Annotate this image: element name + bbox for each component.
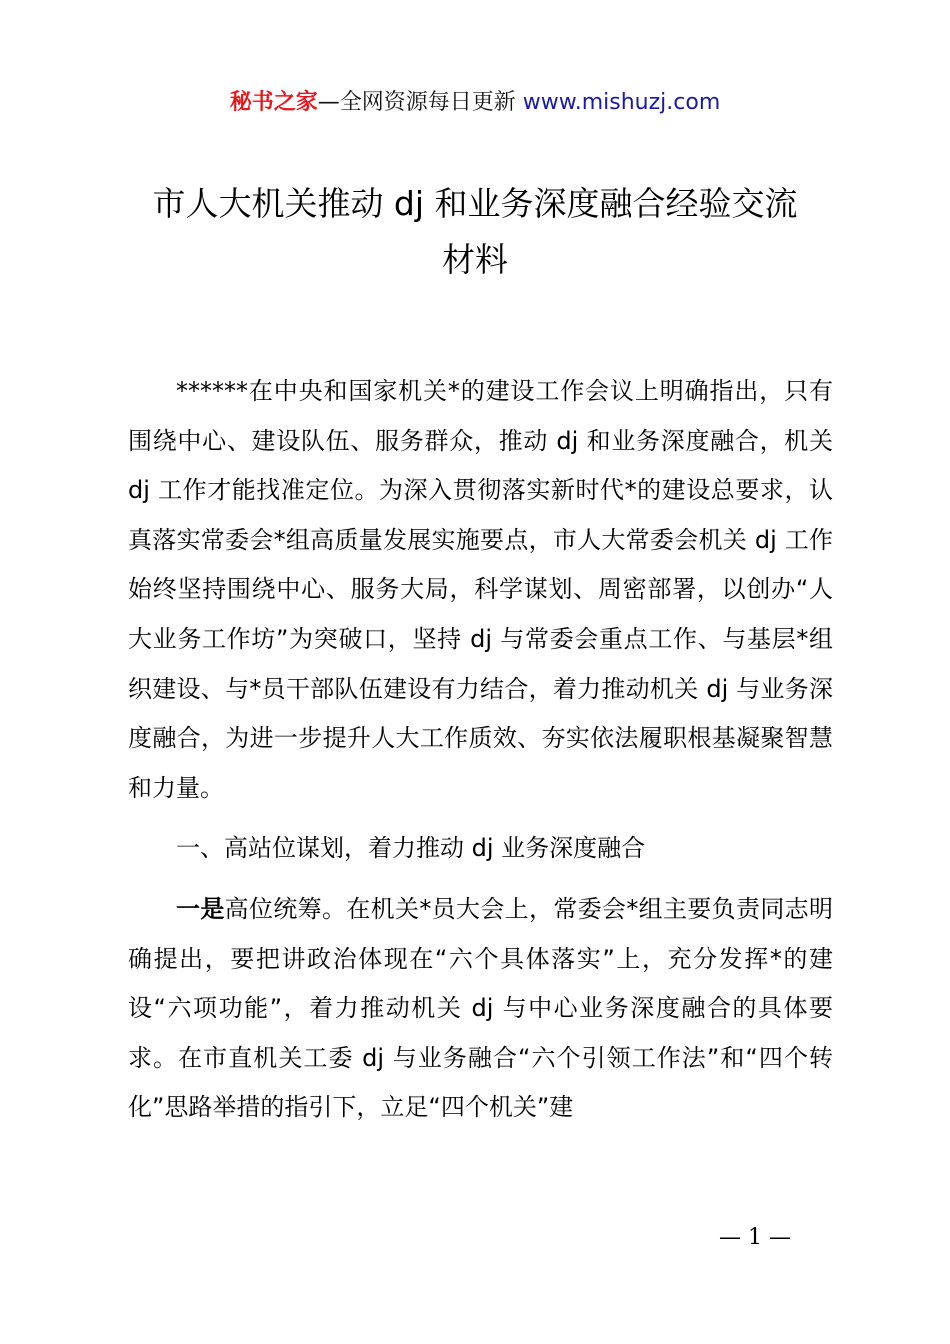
page-number: — 1 — (719, 1225, 791, 1250)
paragraph-text: 高位统筹。在机关*员大会上，常委会*组主要负责同志明确提出，要把讲政治体现在“六个具体落实”上，充分发挥*的建设“六项功能”，着力推动机关 dj 与中心业务深度融合的具体要求。在市直机关工委 dj 与业务融合“六个引领工作法”和“四个转化”思路举措的指引下，立足“四个机关”建 (128, 894, 834, 1122)
document-title (110, 176, 840, 288)
site-brand: 秘书之家 (229, 90, 318, 115)
document-body (128, 367, 833, 1133)
site-tagline: —全网资源每日更新 (317, 90, 523, 115)
site-url-link[interactable]: www.mishuzj.com (522, 90, 721, 115)
site-header (0, 86, 950, 120)
section-heading: 一、高站位谋划，着力推动 dj 业务深度融合 (176, 834, 646, 863)
intro-paragraph: ******在中央和国家机关*的建设工作会议上明确指出，只有围绕中心、建设队伍、服务群众，推动 dj 和业务深度融合，机关 dj 工作才能找准定位。为深入贯彻落实新时代*的建设总要求，认真落实常委会*组高质量发展实施要点，市人大常委会机关 dj 工作始终坚持围绕中心、服务大局，科学谋划、周密部署，以创办“人大业务工作坊”为突破口，坚持 dj 与常委会重点工作、与基层*组织建设、与*员干部队伍建设有力结合，着力推动机关 dj 与业务深度融合，为进一步提升人大工作质效、夯实依法履职根基凝聚智慧和力量。 (128, 377, 833, 802)
body-paragraph (128, 885, 833, 1133)
paragraph-lead: 一是 (176, 894, 225, 923)
document-title-line-1: 市人大机关推动 dj 和业务深度融合经验交流 (152, 184, 798, 223)
document-title-line-2: 材料 (442, 240, 508, 279)
